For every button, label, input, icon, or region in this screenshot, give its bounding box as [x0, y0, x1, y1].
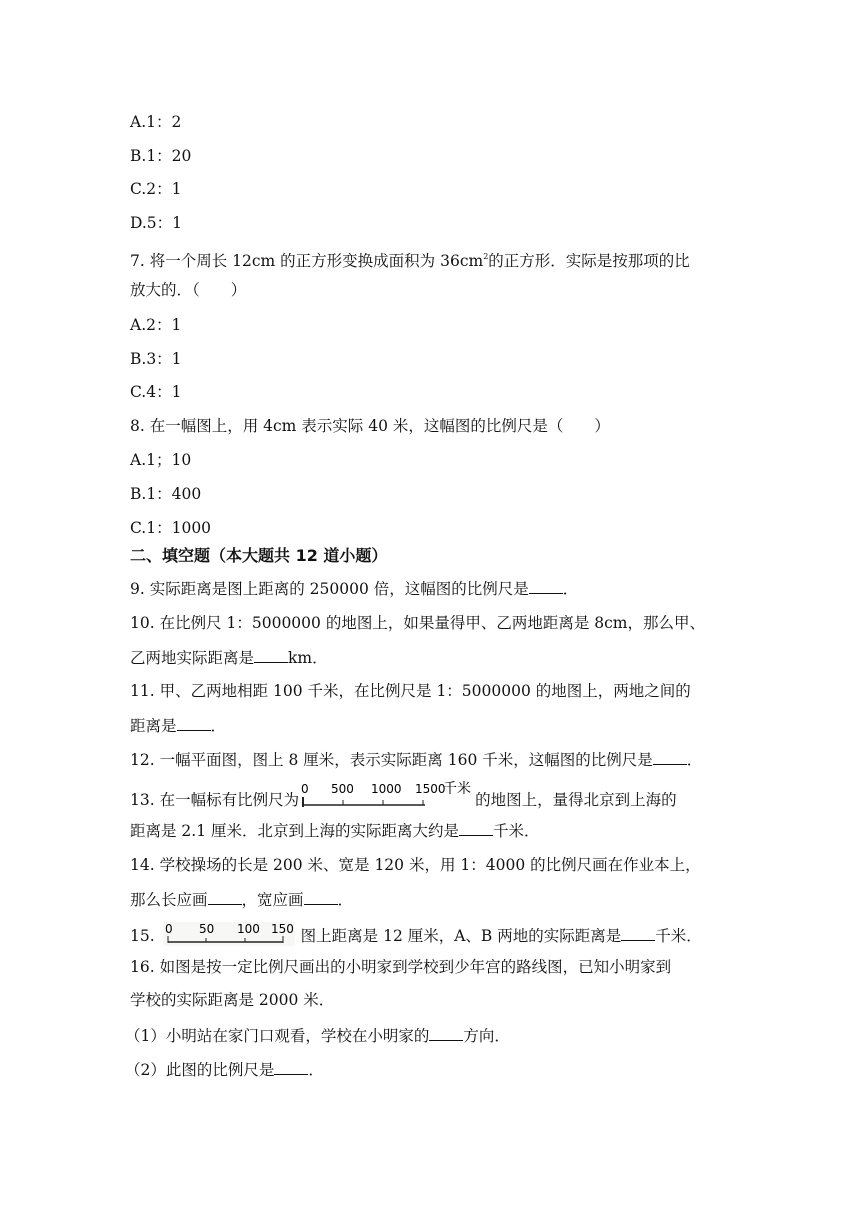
q6-option-a: A.1：2 [130, 113, 182, 131]
q8-stem: 8. 在一幅图上，用 4cm 表示实际 40 米，这幅图的比例尺是（ ） [130, 417, 610, 435]
q15-number: 15. [130, 927, 155, 945]
q13-blank[interactable] [459, 820, 493, 836]
q10-unit: km． [288, 649, 328, 667]
q7-option-c: C.4：1 [130, 383, 182, 401]
q6-option-c: C.2：1 [130, 180, 182, 198]
q15-scale-label-0: 0 [164, 922, 173, 936]
q11-line1: 11. 甲、乙两地相距 100 千米，在比例尺是 1：5000000 的地图上，两地之间的 [130, 682, 691, 700]
q9-end: ． [562, 580, 579, 598]
q13-scale-unit: 千米 [443, 781, 472, 797]
q13-scale-label-1: 500 [331, 782, 354, 796]
q16-sub1-blank[interactable] [429, 1025, 463, 1041]
q15-blank[interactable] [621, 925, 655, 941]
q14-line2 [130, 889, 353, 910]
q6-option-b: B.1：20 [130, 147, 192, 165]
q14-line1: 14. 学校操场的长是 200 米、宽是 120 米，用 1：4000 的比例尺画在作业本上， [130, 856, 701, 874]
q16-sub2 [125, 1059, 324, 1080]
q14-text-c: ，宽应画 [241, 891, 304, 909]
q7-text-b: 的正方形．实际是按那项的比 [488, 252, 690, 270]
q13-line2 [130, 820, 540, 841]
q6-option-d: D.5：1 [130, 214, 183, 232]
q7-text-a: 7. 将一个周长 12cm 的正方形变换成面积为 36cm [130, 252, 484, 270]
q16-sub2-blank[interactable] [274, 1059, 308, 1075]
q14-text-b: 那么长应画 [130, 891, 208, 909]
q15-scale-label-3: 150 [270, 922, 294, 936]
q8-option-c: C.1：1000 [130, 519, 212, 537]
q16-line1: 16. 如图是按一定比例尺画出的小明家到学校到少年宫的路线图，已知小明家到 [130, 958, 672, 976]
q7-stem-line2: 放大的．（ ） [130, 281, 247, 299]
section-heading: 二、填空题（本大题共 12 道小题） [130, 546, 388, 565]
q14-blank-width[interactable] [304, 889, 338, 905]
q14-blank-length[interactable] [208, 889, 242, 905]
q16-sub2-end: ． [308, 1061, 324, 1079]
q15-scale-bar [163, 922, 295, 946]
q13-scale-bar [299, 781, 475, 811]
q7-superscript: 2 [483, 252, 489, 261]
q13-scale-label-3: 1500 [415, 782, 446, 796]
q9-text: 9. 实际距离是图上距离的 250000 倍，这幅图的比例尺是 [130, 580, 529, 598]
q10-blank[interactable] [254, 647, 288, 663]
q9-blank[interactable] [529, 578, 563, 594]
q15-scale-label-1: 50 [198, 922, 214, 936]
q12-blank[interactable] [653, 749, 687, 765]
q15-text-b: 图上距离是 12 厘米，A、B 两地的实际距离是 [300, 927, 622, 945]
q9 [130, 578, 578, 599]
q11-blank[interactable] [177, 715, 211, 731]
q10-text: 乙两地实际距离是 [130, 649, 255, 667]
q14-end: ． [337, 891, 354, 909]
q16-sub2-text: （2）此图的比例尺是 [125, 1061, 275, 1079]
q15 [130, 922, 702, 946]
q16-line2: 学校的实际距离是 2000 米． [130, 991, 335, 1009]
q11-line2 [130, 715, 226, 736]
q12 [130, 749, 702, 770]
q8-option-b: B.1：400 [130, 485, 202, 503]
q11-end: ． [210, 717, 227, 735]
q13-scale-label-2: 1000 [371, 782, 402, 796]
q7-option-a: A.2：1 [130, 316, 182, 334]
q10-line1: 10. 在比例尺 1：5000000 的地图上，如果量得甲、乙两地距离是 8cm，那么甲、 [130, 614, 705, 632]
q13-text-c: 距离是 2.1 厘米．北京到上海的实际距离大约是 [130, 822, 460, 840]
q16-sub1-end: 方向． [463, 1027, 510, 1045]
q13-text-b: 的地图上，量得北京到上海的 [475, 791, 677, 809]
q12-end: ． [686, 751, 703, 769]
q13-unit: 千米． [493, 822, 540, 840]
q16-sub1 [125, 1025, 510, 1046]
q16-sub1-text: （1）小明站在家门口观看，学校在小明家的 [125, 1027, 430, 1045]
q15-unit: 千米． [655, 927, 702, 945]
q15-scale-label-2: 100 [236, 922, 260, 936]
q11-text: 距离是 [130, 717, 177, 735]
q13-line1 [130, 781, 677, 811]
q8-option-a: A.1；10 [130, 451, 192, 469]
q7-stem-line1 [130, 247, 690, 271]
q13-scale-label-0: 0 [301, 782, 309, 796]
q10-line2 [130, 647, 328, 668]
q12-text: 12. 一幅平面图，图上 8 厘米，表示实际距离 160 千米，这幅图的比例尺是 [130, 751, 653, 769]
q13-text-a: 13. 在一幅标有比例尺为 [130, 791, 300, 809]
q7-option-b: B.3：1 [130, 350, 182, 368]
